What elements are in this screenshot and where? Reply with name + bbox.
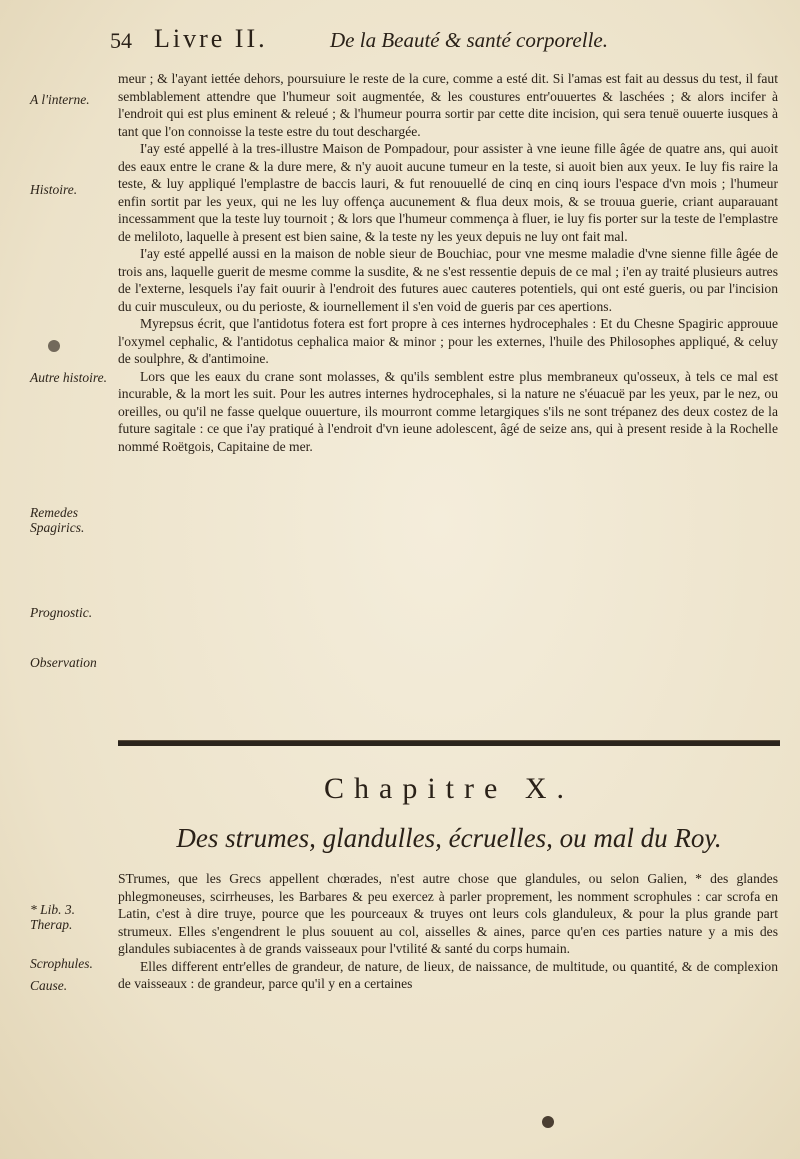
paragraph: I'ay esté appellé aussi en la maison de noble sieur de Bouchiac, pour vne mesme maladie d'vne sienne fille âgée de trois ans, laquelle guerit de mesme comme la susdite, & ne s'est ressentie depuis de ce mal ; i'en ay traité plusieurs autres de l'externe, lesquels i'ay fait ouurir à l'endroit des futures auec cauteres potentiels, qui ont esté gueris, ou par l'incision du cuir musculeux, ou du perioste, & iournellement il s'en void de gueris par ces apertions.: [118, 246, 778, 314]
book-title: Livre II.: [154, 24, 268, 53]
margin-note: Autre histoire.: [30, 370, 107, 385]
margin-note: * Lib. 3. Therap.: [30, 902, 76, 932]
paragraph: Elles different entr'elles de grandeur, de nature, de lieux, de naissance, de multitude, ou quantité, & de complexion de vaisseaux : de grandeur, parce qu'il y en a certaines: [118, 958, 778, 991]
paragraph: STrumes, que les Grecs appellent chœrades, n'est autre chose que glandules, ou selon Galien, * des glandes phlegmoneuses, scirrheuses, les Barbares & peu exercez à parler proprement, les nomment scrophules : car scrofa en Latin, c'est à dire truye, pource que les pourceaux & truyes ont leurs cols glanduleux, & pour la plus grande part strumeux. Elles s'engendrent le plus souuent au col, aisselles & aines, parce qu'en ces parties nature y a mis des glandules subiacentes à de grands vaisseaux pour l'vtilité & santé du corps humain.: [118, 871, 778, 956]
chapter-title: Des strumes, glandulles, écruelles, ou mal du Roy.: [176, 823, 722, 853]
margin-note: Prognostic.: [30, 605, 93, 620]
margin-note: A l'interne.: [30, 92, 90, 107]
paragraph: meur ; & l'ayant iettée dehors, poursuiure le reste de la cure, comme a esté dit. Si l'amas est fait au dessus du test, il faut semblablement attendre que l'humeur soit augmentée, & les coustures entr'ouuertes & laschées ; & alors incifer à l'endroit qui est plus eminent & releué ; & l'humeur pourra sortir par cette dite incision, qui sera tenuë ouuerte iusques à tant que l'on connoisse la teste estre du tout deschargée.: [118, 71, 778, 139]
margin-note: Observation: [30, 655, 97, 670]
paragraph: Myrepsus écrit, que l'antidotus fotera est fort propre à ces internes hydrocephales : Et du Chesne Spagiric approuue l'oxymel cephalic, & l'antidotus cephalica maior & minor ; pour les externes, l'huile des Philosophes appliqué, & celuy de soulphre, & d'antimoine.: [118, 316, 778, 366]
page-number: 54: [110, 28, 132, 53]
margin-note: Remedes Spagirics.: [30, 505, 85, 535]
margin-note: Cause.: [30, 978, 68, 993]
running-subtitle: De la Beauté & santé corporelle.: [330, 28, 608, 52]
body-text-bottom: [118, 870, 778, 993]
margin-note: Histoire.: [30, 182, 78, 197]
body-text-top: [118, 70, 778, 455]
ink-spot: [48, 340, 60, 352]
margin-note: Scrophules.: [30, 956, 93, 971]
running-head: [110, 20, 750, 60]
ink-ornament: [542, 1116, 554, 1128]
paragraph: Lors que les eaux du crane sont molasses, & qu'ils semblent estre plus membraneux qu'osseux, à tels ce mal est incurable, & la mort les suit. Pour les autres internes hydrocephales, si la nature ne s'éuacuë par les yeux, par le nez, ou oreilles, ou qu'il ne fasse quelque ouuerture, ils mourront comme letargiques s'ils ne sont trépanez des deux costez de la future sagitale : ce que i'ay pratiqué à l'endroit d'vn ieune adolescent, âgé de seize ans, qui à present reside à la Rochelle nommé Roëtgois, Capitaine de mer.: [118, 368, 778, 454]
chapter-heading: Chapitre X.: [324, 772, 574, 805]
section-divider: [118, 740, 780, 746]
paragraph: I'ay esté appellé à la tres-illustre Maison de Pompadour, pour assister à vne ieune fille âgée de quatre ans, qui auoit des eaux entre le crane & la dure mere, & n'y auoit aucune tumeur en la teste, si auoit bien aux yeux. Ie luy fis raire la teste, & luy appliqué l'emplastre de baccis lauri, & fut renouuellé de cinq en cinq iours l'espace d'vn mois ; l'humeur enfin sortit par les yeux, qui ne les luy offença aucunement & flua deux mois, & se trouua guerie, criant auparauant incessamment que la teste luy tournoit ; & lors que l'humeur commença à fluer, ie luy fis porter sur la teste de l'emplastre de meliloto, laquelle à present est bien saine, & la teste ny les yeux depuis ne luy ont fait mal.: [118, 141, 778, 244]
